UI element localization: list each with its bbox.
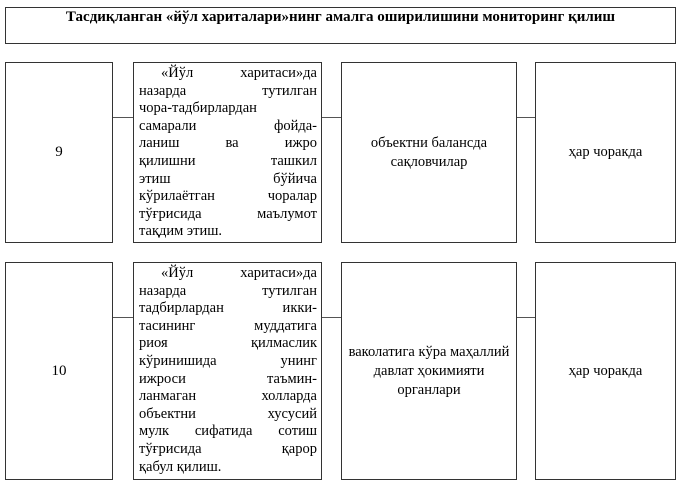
connector-line [517, 117, 535, 118]
responsible-text: объектни балансда сақловчилар [370, 134, 488, 170]
description-line: қабул қилиш. [139, 458, 222, 475]
row-number: 9 [55, 144, 63, 160]
row-number: 10 [51, 362, 67, 379]
description-line: ланиш ва ижро [139, 135, 317, 152]
description-line: кўрилаётган чоралар [139, 188, 317, 205]
period-box [535, 62, 676, 243]
page-title: Тасдиқланган «йўл хариталари»нинг амалга оширилишини мониторинг қилиш [5, 7, 676, 44]
responsible-text: ваколатига кўра маҳаллий давлат ҳокимияти органлари [348, 343, 510, 398]
description-line: чора-тадбирлардан [139, 100, 257, 117]
description-line: тақдим этиш. [139, 223, 223, 240]
period-box [535, 262, 676, 480]
description-line: назарда тутилган [139, 282, 317, 299]
description-line: «Йўл харитаси»да [161, 65, 317, 81]
connector-line [322, 317, 341, 318]
connector-line [517, 317, 535, 318]
description-line: қилишни ташкил [139, 152, 317, 169]
description-line: кўринишида унинг [139, 352, 317, 369]
connector-line [322, 117, 341, 118]
connector-line [113, 117, 133, 118]
period-text: ҳар чоракда [568, 144, 643, 160]
description-line: назарда тутилган [139, 82, 317, 99]
description-line: этиш бўйича [139, 170, 317, 187]
row-number-box [5, 62, 113, 243]
description-line: тўғрисида маълумот [139, 205, 317, 222]
description-box [133, 62, 322, 243]
responsible-box [341, 262, 517, 480]
period-text: ҳар чоракда [568, 362, 643, 379]
description-box [133, 262, 322, 480]
responsible-box [341, 62, 517, 243]
description-line: ижроси таъмин- [139, 370, 317, 387]
connector-line [113, 317, 133, 318]
description-line: риоя қилмаслик [139, 335, 317, 352]
description-line: ланмаган холларда [139, 388, 317, 405]
description-line: тасининг муддатига [139, 317, 317, 334]
description-line: «Йўл харитаси»да [161, 265, 317, 281]
description-line: объектни хусусий [139, 405, 317, 422]
row-number-box [5, 262, 113, 480]
description-line: мулк сифатида сотиш [139, 423, 317, 440]
description-line: тадбирлардан икки- [139, 300, 317, 317]
description-line: самарали фойда- [139, 117, 317, 134]
description-line: тўғрисида қарор [139, 440, 317, 457]
